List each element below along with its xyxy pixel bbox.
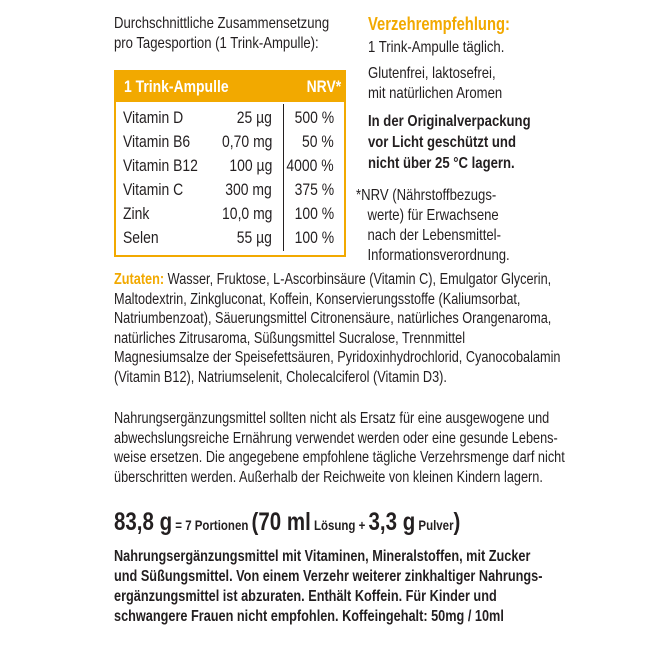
- nutrient-name: Selen: [123, 228, 159, 247]
- nutrient-amount: 55 µg: [236, 228, 272, 247]
- ingredients-line: Magnesiumsalze der Speisefettsäuren, Pyridoxinhydrochlorid, Cyanocobalamin: [114, 349, 561, 366]
- ingredients-line: [114, 270, 561, 290]
- nutrient-name: Zink: [123, 204, 150, 223]
- nutrient-nrv: 50 %: [302, 132, 334, 151]
- warning-line: überschritten werden. Außerhalb der Reichweite von kleinen Kindern lagern.: [114, 468, 543, 486]
- warning-line: abwechslungsreiche Ernährung verwendet werden oder eine gesunde Lebens-: [114, 429, 558, 447]
- powder-weight: 3,3 g: [368, 508, 416, 536]
- nutrient-nrv: 4000 %: [286, 156, 334, 175]
- liquid-label: Lösung +: [310, 517, 369, 533]
- table-header-nrv: NRV*: [306, 77, 341, 96]
- table-row: [116, 204, 344, 228]
- nutrient-amount: 100 µg: [229, 156, 272, 175]
- net-quantity: [114, 508, 460, 537]
- supplement-warning: [114, 409, 565, 487]
- storage-instructions: [368, 111, 531, 174]
- nrv-footnote-line: *NRV (Nährstoffbezugs-: [356, 187, 497, 204]
- table-row: [116, 156, 344, 180]
- notice-line: und Süßungsmittel. Von einem Verzehr weiterer zinkhaltiger Nahrungs-: [114, 568, 543, 585]
- total-weight: 83,8 g: [114, 508, 173, 536]
- nutrient-nrv: 100 %: [294, 204, 334, 223]
- nrv-footnote-line: werte) für Erwachsene: [367, 207, 499, 224]
- closing-paren: ): [453, 508, 461, 536]
- legal-notice: [114, 547, 542, 627]
- table-row: [116, 108, 344, 132]
- composition-intro: [114, 14, 329, 54]
- warning-line: weise ersetzen. Die angegebene empfohlene tägliche Verzehrsmenge darf nicht: [114, 449, 565, 466]
- ingredients-label: Zutaten:: [114, 271, 165, 288]
- ingredients-line: Maltodextrin, Zinkgluconat, Koffein, Konservierungsstoffe (Kaliumsorbat,: [114, 290, 521, 308]
- nutrient-amount: 0,70 mg: [221, 132, 272, 151]
- notice-line: Nahrungsergänzungsmittel mit Vitaminen, Mineralstoffen, mit Zucker: [114, 548, 531, 565]
- table-row: [116, 180, 344, 204]
- intro-line: pro Tagesportion (1 Trink-Ampulle):: [114, 35, 319, 52]
- nutrient-amount: 25 µg: [236, 108, 272, 127]
- recommendation-line: 1 Trink-Ampulle täglich.: [368, 39, 505, 56]
- portions-text: = 7 Portionen: [172, 517, 252, 533]
- ingredients: [114, 270, 561, 387]
- nutrient-nrv: 375 %: [294, 180, 334, 199]
- storage-line: vor Licht geschützt und: [368, 134, 516, 151]
- nutrient-name: Vitamin C: [123, 180, 184, 199]
- ingredients-line: natürliches Zitrusaroma, Süßungsmittel Sucralose, Trennmittel: [114, 329, 466, 347]
- nutrient-nrv: 100 %: [294, 228, 334, 247]
- nrv-footnote-line: nach der Lebensmittel-: [367, 227, 501, 244]
- nutrient-amount: 300 mg: [225, 180, 272, 199]
- nutrient-name: Vitamin B12: [123, 156, 198, 175]
- ingredients-line: (Vitamin B12), Natriumselenit, Cholecalciferol (Vitamin D3).: [114, 368, 447, 386]
- nutrient-nrv: 500 %: [294, 108, 334, 127]
- notice-line: schwangere Frauen nicht empfohlen. Koffeingehalt: 50mg / 10ml: [114, 608, 504, 625]
- storage-line: In der Originalverpackung: [368, 113, 531, 130]
- nutrient-amount: 10,0 mg: [221, 204, 272, 223]
- table-row: [116, 228, 344, 252]
- nutrition-table: [114, 70, 346, 257]
- nrv-footnote-line: Informationsverordnung.: [367, 247, 510, 264]
- recommendation-line: mit natürlichen Aromen: [368, 85, 503, 102]
- table-row: [116, 132, 344, 156]
- nrv-footnote: [356, 186, 510, 266]
- powder-label: Pulver: [415, 517, 454, 533]
- nutrient-name: Vitamin B6: [123, 132, 191, 151]
- ingredients-text: Wasser, Fruktose, L-Ascorbinsäure (Vitamin C), Emulgator Glycerin,: [164, 271, 552, 288]
- recommendation-line: Glutenfrei, laktosefrei,: [368, 65, 496, 82]
- table-header-label: 1 Trink-Ampulle: [124, 77, 229, 96]
- liquid-volume: (70 ml: [251, 508, 311, 536]
- warning-line: Nahrungsergänzungsmittel sollten nicht als Ersatz für eine ausgewogene und: [114, 410, 550, 427]
- nutrient-name: Vitamin D: [123, 108, 184, 127]
- intro-line: Durchschnittliche Zusammensetzung: [114, 15, 330, 32]
- recommendation-title: Verzehrempfehlung:: [368, 14, 510, 34]
- table-header: [116, 72, 344, 102]
- notice-line: ergänzungsmittel ist abzuraten. Enthält Koffein. Für Kinder und: [114, 588, 497, 605]
- ingredients-line: Natriumbenzoat), Säuerungsmittel Citronensäure, natürliches Orangenaroma,: [114, 310, 552, 327]
- storage-line: nicht über 25 °C lagern.: [368, 155, 515, 172]
